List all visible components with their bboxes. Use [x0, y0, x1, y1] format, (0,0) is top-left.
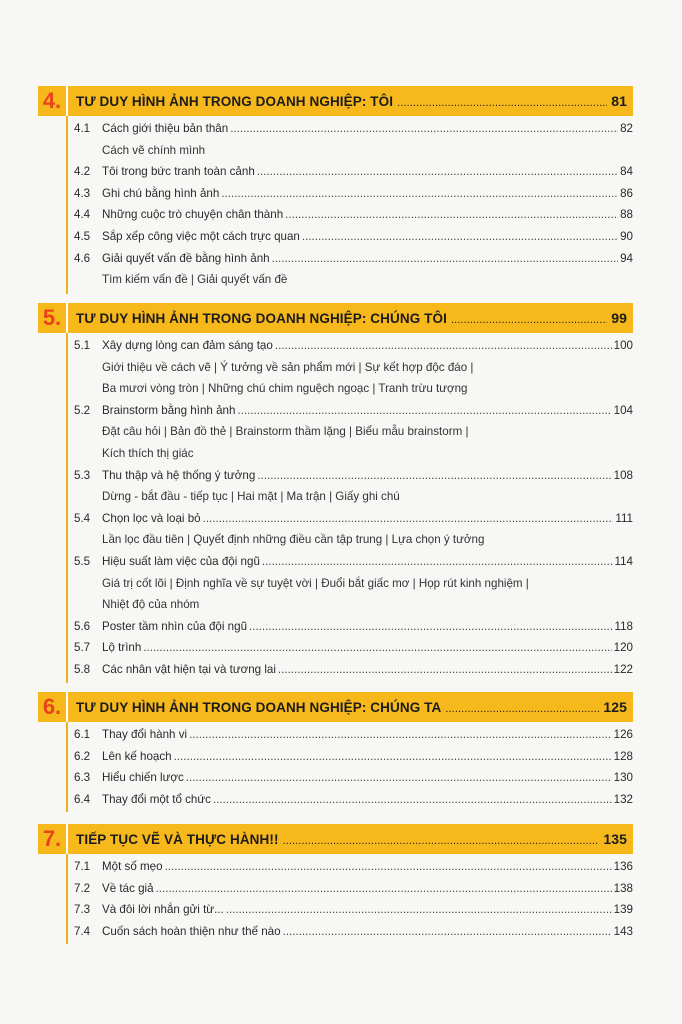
entry-number: 5.3	[74, 468, 91, 482]
entry-number: 4.2	[74, 165, 91, 179]
chapter-header[interactable]	[38, 303, 633, 333]
entry-number: 7.2	[74, 881, 91, 895]
chapter-number: 5.	[42, 305, 62, 330]
chapter-title-row	[76, 699, 633, 715]
entry-number: 6.1	[74, 728, 91, 741]
entry-page: 130	[613, 771, 633, 785]
entry-number: 5.8	[74, 662, 91, 676]
dot-leader	[230, 118, 618, 140]
dot-leader	[156, 878, 612, 900]
dot-leader	[285, 204, 618, 226]
entry-page: 128	[613, 749, 633, 763]
chapter-5	[38, 303, 633, 681]
entry-title: Giải quyết vấn đề bằng hình ảnh	[102, 251, 270, 265]
chapter-title: TIẾP TỤC VẼ VÀ THỰC HÀNH!!	[76, 832, 279, 847]
entry-title: Một số mẹo	[102, 860, 163, 873]
chapter-page: 81	[611, 93, 627, 109]
dot-leader	[272, 248, 618, 270]
chapter-divider	[66, 303, 68, 333]
dot-leader	[283, 921, 612, 943]
entry-title: Cuốn sách hoàn thiện như thế nào	[102, 924, 281, 938]
entry-title: Chọn lọc và loại bỏ	[102, 511, 201, 525]
chapter-divider	[66, 824, 68, 854]
chapter-rule	[66, 116, 68, 294]
entry-number: 7.3	[74, 903, 91, 917]
entry-number: 4.6	[74, 251, 91, 265]
dot-leader	[186, 767, 612, 789]
entry-page: 126	[613, 728, 633, 741]
toc-entries	[74, 722, 633, 810]
chapter-divider	[66, 692, 68, 722]
toc-entry[interactable]	[74, 183, 633, 205]
toc-entry[interactable]	[74, 789, 633, 811]
entry-subtopics: Kích thích thị giác	[102, 446, 194, 460]
chapter-rule	[66, 722, 68, 812]
dot-leader	[249, 616, 613, 638]
entry-number: 7.4	[74, 924, 91, 938]
entry-page: 84	[620, 165, 633, 179]
entry-title: Ghi chú bằng hình ảnh	[102, 186, 220, 200]
toc-entry[interactable]	[74, 616, 633, 638]
entry-subtopics: Cách vẽ chính mình	[102, 143, 206, 157]
entry-title: Những cuộc trò chuyện chân thành	[102, 208, 284, 222]
chapter-title-row	[76, 93, 633, 109]
toc-entry[interactable]	[74, 508, 633, 530]
entry-title: Và đôi lời nhắn gửi từ...	[102, 903, 224, 917]
toc-entry[interactable]	[74, 226, 633, 248]
dot-leader	[445, 703, 599, 715]
entry-number: 5.2	[74, 403, 91, 417]
toc-entry[interactable]	[74, 746, 633, 768]
dot-leader	[221, 183, 618, 205]
entry-page: 143	[613, 924, 633, 938]
entry-number: 4.1	[74, 122, 91, 135]
entry-number: 5.7	[74, 641, 91, 655]
toc-entries	[74, 116, 633, 291]
entry-subtopics: Giới thiệu về cách vẽ | Ý tưởng về sản phẩm mới | Sự kết hợp độc đáo |	[102, 360, 474, 374]
dot-leader	[143, 637, 611, 659]
entry-page: 104	[613, 403, 633, 417]
entry-page: 88	[620, 208, 633, 222]
toc-entries	[74, 854, 633, 942]
chapter-page: 135	[603, 831, 627, 847]
entry-page: 111	[615, 511, 633, 525]
chapter-rule	[66, 854, 68, 944]
entry-title: Về tác giả	[102, 881, 154, 895]
entry-page: 114	[614, 554, 633, 568]
toc-entry[interactable]	[74, 921, 633, 943]
entry-page: 94	[620, 251, 633, 265]
toc-entry[interactable]	[74, 248, 633, 270]
dot-leader	[262, 551, 613, 573]
dot-leader	[302, 226, 618, 248]
entry-subtopics: Giá trị cốt lõi | Định nghĩa về sự tuyệt vời | Đuổi bắt giấc mơ | Họp rút kinh nghiệm |	[102, 576, 529, 590]
dot-leader	[189, 724, 612, 746]
dot-leader	[275, 335, 612, 357]
chapter-number: 4.	[42, 88, 62, 113]
entry-title: Các nhân vật hiện tại và tương lai	[102, 662, 276, 676]
entry-title: Tôi trong bức tranh toàn cảnh	[102, 165, 255, 179]
entry-title: Thu thập và hệ thống ý tưởng	[102, 468, 256, 482]
toc-entry[interactable]	[74, 465, 633, 487]
entry-number: 4.4	[74, 208, 91, 222]
toc-entry[interactable]	[74, 335, 633, 357]
entry-title: Sắp xếp công việc một cách trực quan	[102, 229, 300, 243]
entry-number: 5.6	[74, 619, 91, 633]
entry-title: Cách giới thiệu bản thân	[102, 122, 229, 135]
dot-leader	[257, 465, 611, 487]
chapter-title: TƯ DUY HÌNH ẢNH TRONG DOANH NGHIỆP: TÔI	[76, 94, 394, 109]
dot-leader	[213, 789, 612, 811]
chapter-title-row	[76, 831, 633, 847]
entry-title: Hiểu chiến lược	[102, 771, 184, 785]
toc-entry[interactable]	[74, 400, 633, 422]
chapter-header[interactable]	[38, 692, 633, 722]
chapter-4	[38, 86, 633, 291]
entry-title: Brainstorm bằng hình ảnh	[102, 403, 236, 417]
chapter-number: 7.	[42, 826, 62, 851]
entry-title: Xây dựng lòng can đảm sáng tạo	[102, 339, 273, 352]
dot-leader	[174, 746, 612, 768]
entry-title: Thay đổi hành vi	[102, 728, 188, 741]
chapter-title: TƯ DUY HÌNH ẢNH TRONG DOANH NGHIỆP: CHÚNG TÔI	[76, 311, 447, 326]
entry-number: 4.3	[74, 186, 91, 200]
entry-title: Lộ trình	[102, 641, 142, 655]
entry-page: 120	[613, 641, 633, 655]
toc-entry[interactable]	[74, 118, 633, 140]
chapter-divider	[66, 86, 68, 116]
chapter-header[interactable]	[38, 824, 633, 854]
entry-title: Hiệu suất làm việc của đội ngũ	[102, 554, 260, 568]
entry-number: 5.1	[74, 339, 91, 352]
entry-subtopics: Nhiệt độ của nhóm	[102, 598, 200, 612]
dot-leader	[203, 508, 614, 530]
dot-leader	[165, 856, 612, 878]
chapter-page: 125	[603, 699, 627, 715]
entry-page: 122	[613, 662, 633, 676]
entry-title: Lên kế hoạch	[102, 749, 172, 763]
entry-page: 139	[613, 903, 633, 917]
entry-number: 6.2	[74, 749, 91, 763]
entry-number: 4.5	[74, 229, 91, 243]
entry-subtopics: Dừng - bắt đầu - tiếp tục | Hai mặt | Ma trận | Giấy ghi chú	[102, 490, 400, 504]
chapter-rule	[66, 333, 68, 683]
entry-subtopics: Tìm kiếm vấn đề | Giải quyết vấn đề	[102, 273, 288, 287]
entry-page: 86	[620, 186, 633, 200]
entry-subtopics: Đặt câu hỏi | Bản đồ thẻ | Brainstorm thầm lặng | Biểu mẫu brainstorm |	[102, 425, 469, 439]
entry-number: 5.4	[74, 511, 91, 525]
dot-leader	[278, 659, 612, 681]
chapter-6	[38, 692, 633, 810]
entry-title: Thay đổi một tổ chức	[102, 792, 211, 806]
toc-entry[interactable]	[74, 551, 633, 573]
entry-page: 82	[620, 122, 633, 135]
toc-entry[interactable]	[74, 204, 633, 226]
toc-entry[interactable]	[74, 637, 633, 659]
dot-leader	[283, 835, 600, 847]
chapter-7	[38, 824, 633, 942]
entry-page: 108	[613, 468, 633, 482]
dot-leader	[451, 314, 607, 326]
dot-leader	[257, 161, 618, 183]
entry-number: 7.1	[74, 860, 91, 873]
entry-title: Poster tầm nhìn của đội ngũ	[102, 619, 248, 633]
entry-page: 118	[614, 619, 633, 633]
entry-number: 6.4	[74, 792, 91, 806]
toc-entry[interactable]	[74, 767, 633, 789]
chapter-title: TƯ DUY HÌNH ẢNH TRONG DOANH NGHIỆP: CHÚNG TA	[76, 700, 442, 715]
toc-entry[interactable]	[74, 856, 633, 878]
chapter-page: 99	[611, 310, 627, 326]
dot-leader	[397, 97, 607, 109]
entry-number: 6.3	[74, 771, 91, 785]
chapter-title-row	[76, 310, 633, 326]
toc-entry[interactable]	[74, 161, 633, 183]
entry-subtopics: Ba mươi vòng tròn | Những chú chim nguệch ngoạc | Tranh trừu tượng	[102, 382, 468, 396]
toc-entries	[74, 333, 633, 681]
entry-subtopics: Lần lọc đầu tiên | Quyết định những điều cần tập trung | Lựa chọn ý tưởng	[102, 533, 485, 547]
entry-page: 90	[620, 229, 633, 243]
toc-entry[interactable]	[74, 659, 633, 681]
entry-page: 100	[613, 339, 633, 352]
toc-entry[interactable]	[74, 724, 633, 746]
entry-page: 136	[613, 860, 633, 873]
entry-page: 138	[613, 881, 633, 895]
chapter-number: 6.	[42, 694, 62, 719]
dot-leader	[237, 400, 611, 422]
toc-entry[interactable]	[74, 899, 633, 921]
toc-entry[interactable]	[74, 878, 633, 900]
entry-page: 132	[613, 792, 633, 806]
chapter-header[interactable]	[38, 86, 633, 116]
entry-number: 5.5	[74, 554, 91, 568]
dot-leader	[226, 899, 612, 921]
